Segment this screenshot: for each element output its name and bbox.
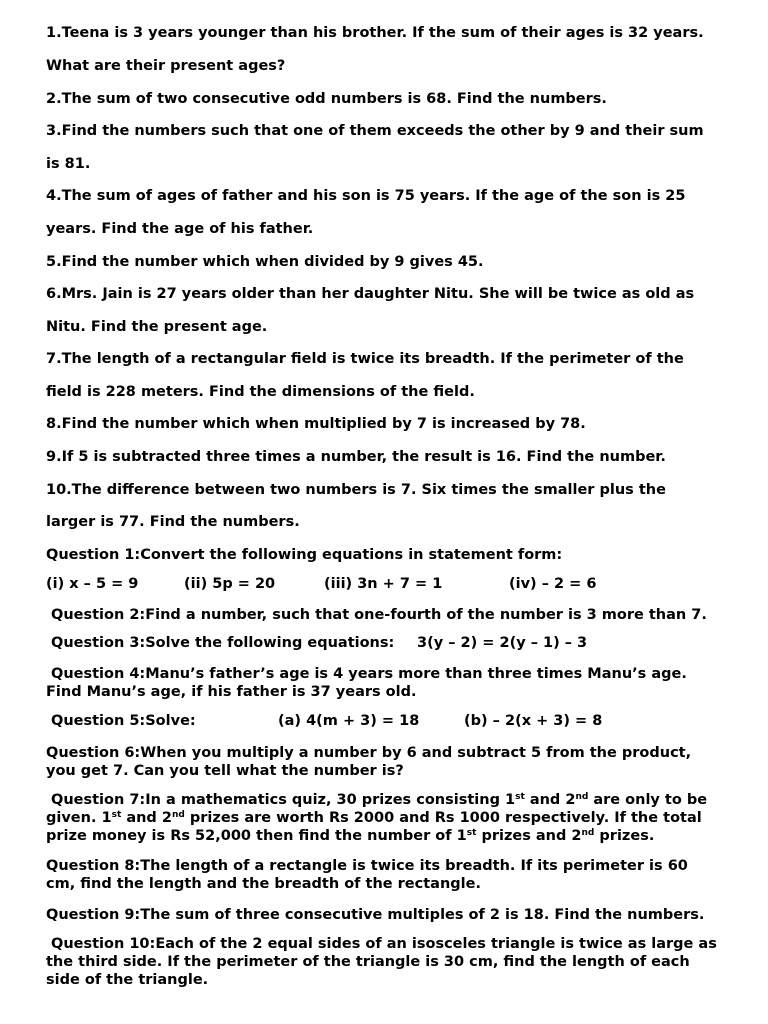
problem-line: Nitu. Find the present age. (46, 319, 268, 335)
problem-line: 9.If 5 is subtracted three times a number, the result is 16. Find the number. (46, 449, 666, 465)
question-3-text: Question 3:Solve the following equations: (51, 635, 395, 651)
ordinal-suffix: nd (575, 792, 589, 802)
question-1: Question 1:Convert the following equations in statement form: (46, 547, 563, 563)
question-5-part-b: (b) – 2(x + 3) = 8 (464, 713, 603, 729)
problem-line: 10.The difference between two numbers is 7. Six times the smaller plus the (46, 482, 666, 498)
problem-line: 8.Find the number which when multiplied by 7 is increased by 78. (46, 416, 586, 432)
problem-line: 6.Mrs. Jain is 27 years older than her daughter Nitu. She will be twice as old as (46, 286, 695, 302)
question-7-text: prizes. (594, 828, 655, 844)
question-4: Question 4:Manu’s father’s age is 4 years more than three times Manu’s age. Find Manu’s age, if his father is 37 years old. (46, 666, 687, 700)
question-6: Question 6:When you multiply a number by 6 and subtract 5 from the product, you get 7. Can you tell what the number is? (46, 745, 692, 779)
problem-line: field is 228 meters. Find the dimensions of the field. (46, 384, 475, 400)
question-1-part-ii: (ii) 5p = 20 (184, 576, 276, 592)
question-5-part-a: (a) 4(m + 3) = 18 (278, 713, 420, 729)
ordinal-suffix: st (111, 810, 122, 820)
question-7-text: and 2 (524, 792, 576, 808)
problem-line: 3.Find the numbers such that one of them exceeds the other by 9 and their sum (46, 123, 704, 139)
problem-line: 1.Teena is 3 years younger than his brother. If the sum of their ages is 32 years. (46, 25, 704, 41)
question-2: Question 2:Find a number, such that one-fourth of the number is 3 more than 7. (51, 607, 707, 623)
question-5-text: Question 5:Solve: (51, 713, 196, 729)
problem-line: larger is 77. Find the numbers. (46, 514, 300, 530)
question-1-part-iii: (iii) 3n + 7 = 1 (324, 576, 443, 592)
question-7-text: are only to be given. 1 (46, 792, 708, 826)
question-7-text: prizes and 2 (476, 828, 582, 844)
question-8: Question 8:The length of a rectangle is twice its breadth. If its perimeter is 60 cm, find the length and the breadth of the rectangle. (46, 858, 688, 892)
ordinal-suffix: nd (581, 828, 595, 838)
ordinal-suffix: st (515, 792, 525, 802)
ordinal-suffix: nd (171, 810, 185, 820)
problem-line: years. Find the age of his father. (46, 221, 314, 237)
question-7-text: Question 7:In a mathematics quiz, 30 prizes consisting 1 (51, 792, 516, 808)
ordinal-suffix: st (466, 828, 477, 838)
question-1-part-i: (i) x – 5 = 9 (46, 576, 139, 592)
question-7 (46, 791, 722, 845)
problem-line: is 81. (46, 156, 91, 172)
question-9: Question 9:The sum of three consecutive multiples of 2 is 18. Find the numbers. (46, 907, 705, 923)
problem-line: 2.The sum of two consecutive odd numbers is 68. Find the numbers. (46, 91, 607, 107)
question-7-text: prizes are worth Rs 2000 and Rs 1000 respectively. If the total prize money is Rs 52,000 then find the number of 1 (46, 810, 702, 844)
problem-line: 5.Find the number which when divided by 9 gives 45. (46, 254, 484, 270)
problem-line: 7.The length of a rectangular field is twice its breadth. If the perimeter of the (46, 351, 684, 367)
problem-line: 4.The sum of ages of father and his son is 75 years. If the age of the son is 25 (46, 188, 686, 204)
problem-line: What are their present ages? (46, 58, 286, 74)
question-10: Question 10:Each of the 2 equal sides of an isosceles triangle is twice as large as the third side. If the perimeter of the triangle is 30 cm, find the length of each side of the triangle. (46, 936, 717, 988)
question-7-text: and 2 (121, 810, 172, 826)
question-3-equation: 3(y – 2) = 2(y – 1) – 3 (417, 635, 588, 651)
question-1-part-iv: (iv) – 2 = 6 (509, 576, 597, 592)
